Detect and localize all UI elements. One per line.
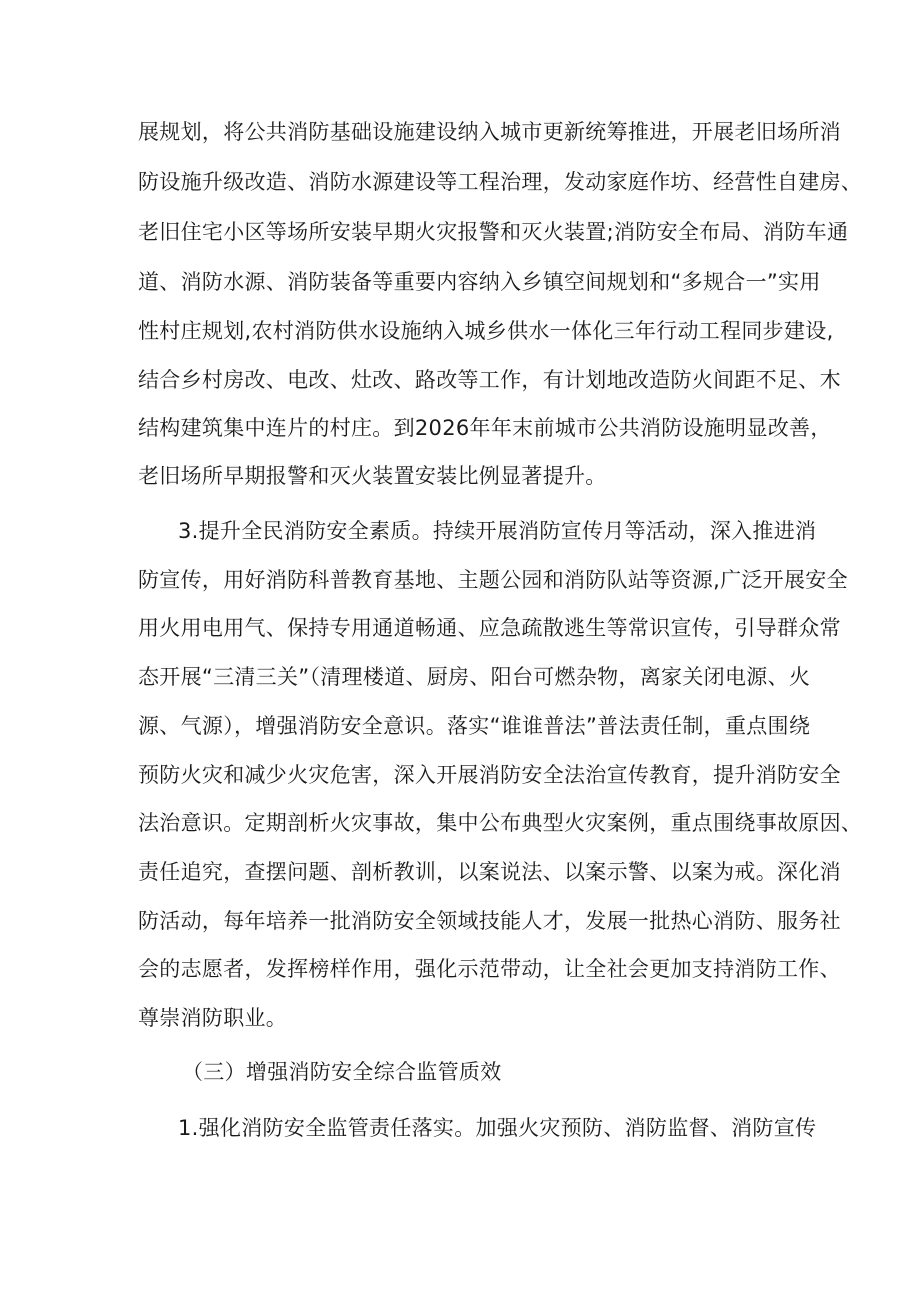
text-line: 防设施升级改造、消防水源建设等工程治理，发动家庭作坊、经营性自建房、	[138, 170, 863, 194]
text-line: 会的志愿者，发挥榜样作用，强化示范带动，让全社会更加支持消防工作、	[138, 957, 841, 981]
text-line: 态开展“三清三关”（清理楼道、厨房、阳台可燃杂物，离家关闭电源、火	[138, 665, 811, 689]
text-line: 尊崇消防职业。	[138, 1006, 288, 1030]
text-line: 1.强化消防安全监管责任落实。加强火灾预防、消防监督、消防宣传	[178, 1116, 817, 1140]
text-line: 源、气源），增强消防安全意识。落实“谁谁普法”普法责任制，重点围绕	[138, 714, 811, 738]
text-line: 防活动，每年培养一批消防安全领域技能人才，发展一批热心消防、服务社	[138, 909, 841, 933]
text-line: 老旧住宅小区等场所安装早期火灾报警和灭火装置;消防安全布局、消防车通	[138, 220, 849, 244]
text-line: 用火用电用气、保持专用通道畅通、应急疏散逃生等常识宣传，引导群众常	[138, 616, 841, 640]
text-line: 责任追究，查摆问题、剖析教训，以案说法、以案示警、以案为戒。深化消	[138, 860, 841, 884]
text-line: 展规划，将公共消防基础设施建设纳入城市更新统筹推进，开展老旧场所消	[138, 120, 841, 144]
text-line: 性村庄规划,农村消防供水设施纳入城乡供水一体化三年行动工程同步建设,	[138, 319, 834, 343]
section-heading: （三）增强消防安全综合监管质效	[182, 1060, 502, 1084]
text-line: 法治意识。定期剖析火灾事故，集中公布典型火灾案例，重点围绕事故原因、	[138, 811, 863, 835]
text-line: 结构建筑集中连片的村庄。到2026年年末前城市公共消防设施明显改善，	[138, 416, 832, 440]
text-line: 道、消防水源、消防装备等重要内容纳入乡镇空间规划和“多规合一”实用	[138, 270, 821, 294]
text-line: 防宣传，用好消防科普教育基地、主题公园和消防队站等资源,广泛开展安全	[138, 568, 848, 592]
text-line: 老旧场所早期报警和灭火装置安装比例显著提升。	[138, 464, 607, 488]
text-line: 结合乡村房改、电改、灶改、路改等工作，有计划地改造防火间距不足、木	[138, 368, 841, 392]
text-line: 3.提升全民消防安全素质。持续开展消防宣传月等活动，深入推进消	[178, 519, 817, 543]
text-line: 预防火灾和减少火灾危害，深入开展消防安全法治宣传教育，提升消防安全	[138, 763, 841, 787]
